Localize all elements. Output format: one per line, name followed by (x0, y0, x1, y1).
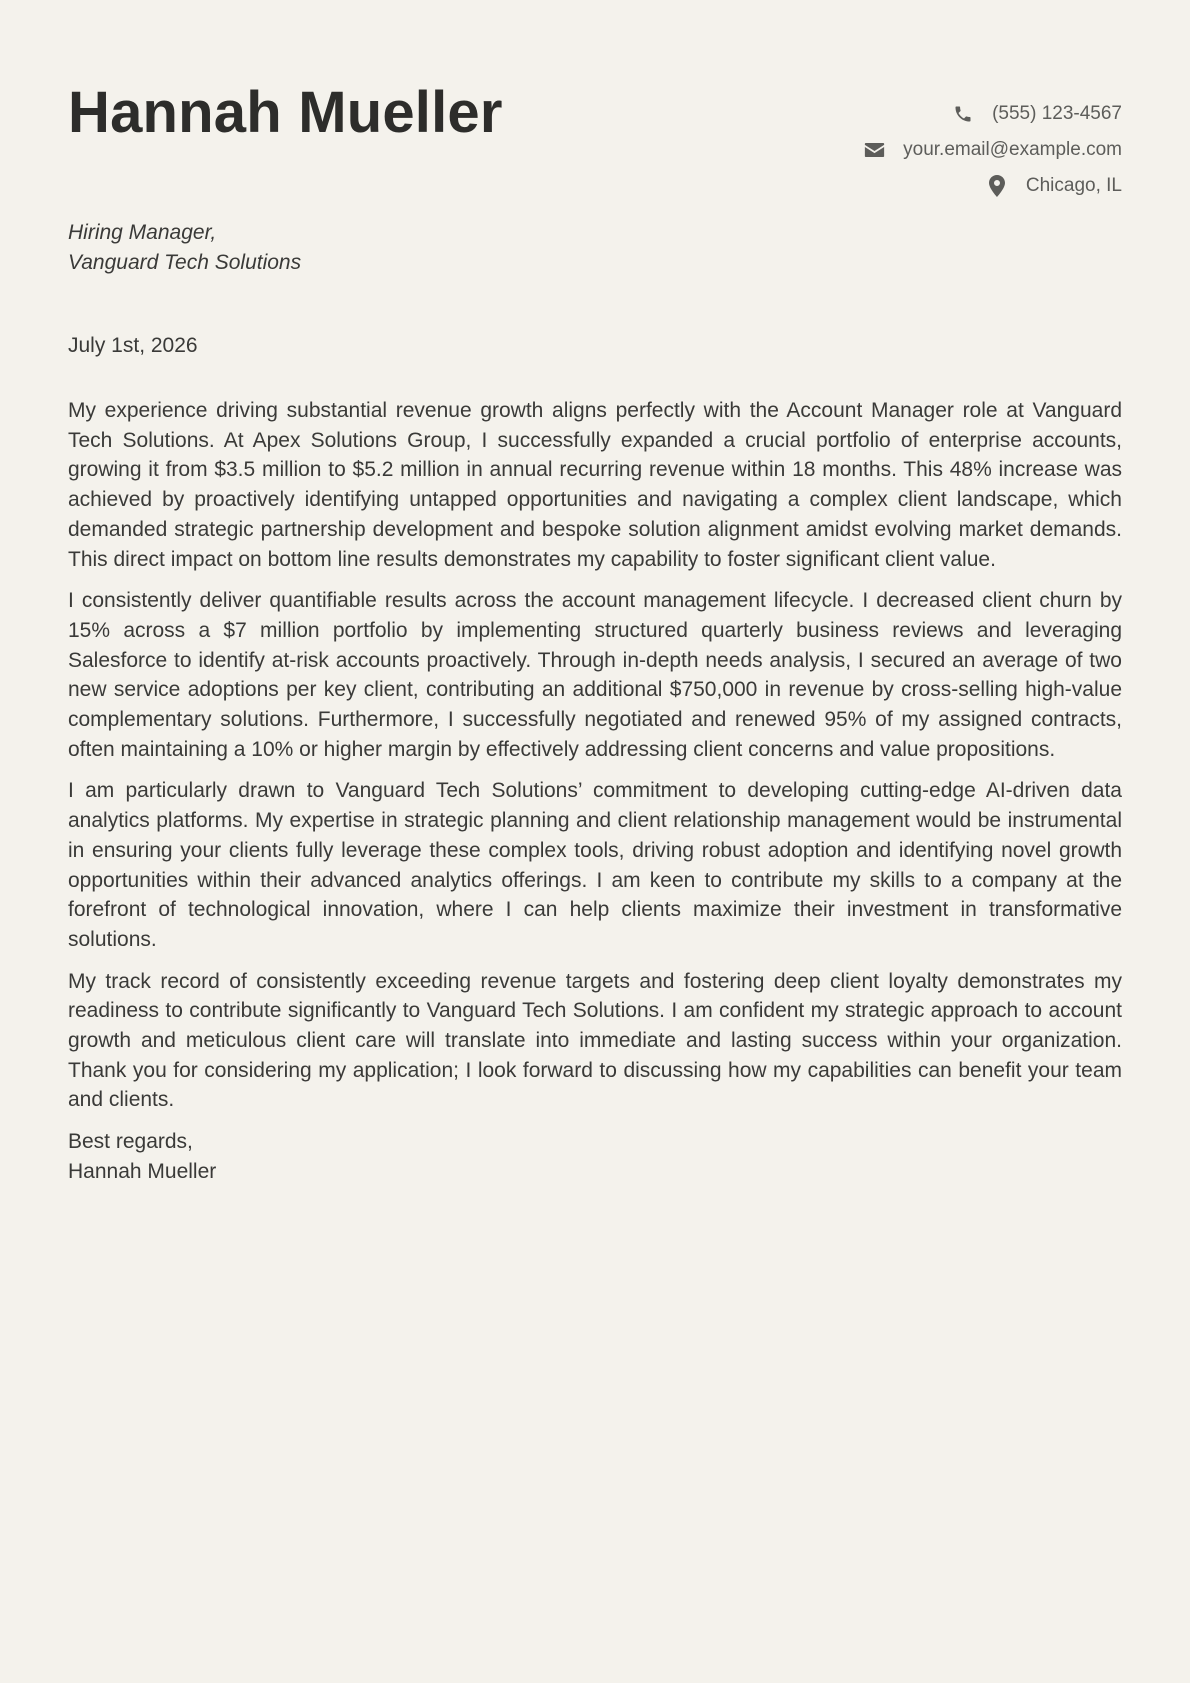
closing-block (68, 1127, 1122, 1186)
letter-body (68, 396, 1122, 1187)
applicant-name: Hannah Mueller (68, 80, 503, 145)
phone-icon (952, 103, 974, 125)
location-text: Chicago, IL (1025, 175, 1122, 196)
phone-number: (555) 123-4567 (992, 103, 1122, 124)
recipient-block (68, 218, 301, 278)
contact-location (863, 168, 1122, 204)
body-paragraph-3: I am particularly drawn to Vanguard Tech Solutions’ commitment to developing cutting-edge AI-driven data analytics platforms. My expertise in strategic planning and client relationship management would be instrumental in ensuring your clients fully leverage these complex tools, driving robust adoption and identifying novel growth opportunities within their advanced analytics offerings. I am keen to contribute my skills to a company at the forefront of technological innovation, where I can help clients maximize their investment in transformative solutions. (68, 779, 1122, 951)
contact-email (863, 132, 1122, 168)
body-paragraph-4: My track record of consistently exceeding revenue targets and fostering deep client loyalty demonstrates my readiness to contribute significantly to Vanguard Tech Solutions. I am confident my strategic approach to account growth and meticulous client care will translate into immediate and lasting success within your organization. Thank you for considering my application; I look forward to discussing how my capabilities can benefit your team and clients. (68, 969, 1122, 1112)
contact-phone (863, 96, 1122, 132)
body-paragraph-1: My experience driving substantial revenue growth aligns perfectly with the Account Manager role at Vanguard Tech Solutions. At Apex Solutions Group, I successfully expanded a crucial portfolio of enterprise accounts, growing it from $3.5 million to $5.2 million in annual recurring revenue within 18 months. This 48% increase was achieved by proactively identifying untapped opportunities and navigating a complex client landscape, which demanded strategic partnership development and bespoke solution alignment amidst evolving market demands. This direct impact on bottom line results demonstrates my capability to foster significant client value. (68, 399, 1122, 571)
recipient-company: Vanguard Tech Solutions (68, 251, 302, 274)
closing-salutation: Best regards, (68, 1130, 193, 1154)
letter-header (68, 0, 1122, 200)
map-pin-icon (986, 175, 1008, 197)
letter-date: July 1st, 2026 (68, 334, 198, 357)
email-address: your.email@example.com (903, 139, 1122, 160)
envelope-icon (863, 139, 885, 161)
recipient-title: Hiring Manager, (68, 221, 217, 244)
closing-signature: Hannah Mueller (68, 1159, 217, 1183)
contact-info (863, 96, 1122, 204)
body-paragraph-2: I consistently deliver quantifiable results across the account management lifecycle. I decreased client churn by 15% across a $7 million portfolio by implementing structured quarterly business reviews and leveraging Salesforce to identify at-risk accounts proactively. Through in-depth needs analysis, I secured an average of two new service adoptions per key client, contributing an additional $750,000 in revenue by cross-selling high-value complementary solutions. Furthermore, I successfully negotiated and renewed 95% of my assigned contracts, often maintaining a 10% or higher margin by effectively addressing client concerns and value propositions. (68, 589, 1122, 761)
